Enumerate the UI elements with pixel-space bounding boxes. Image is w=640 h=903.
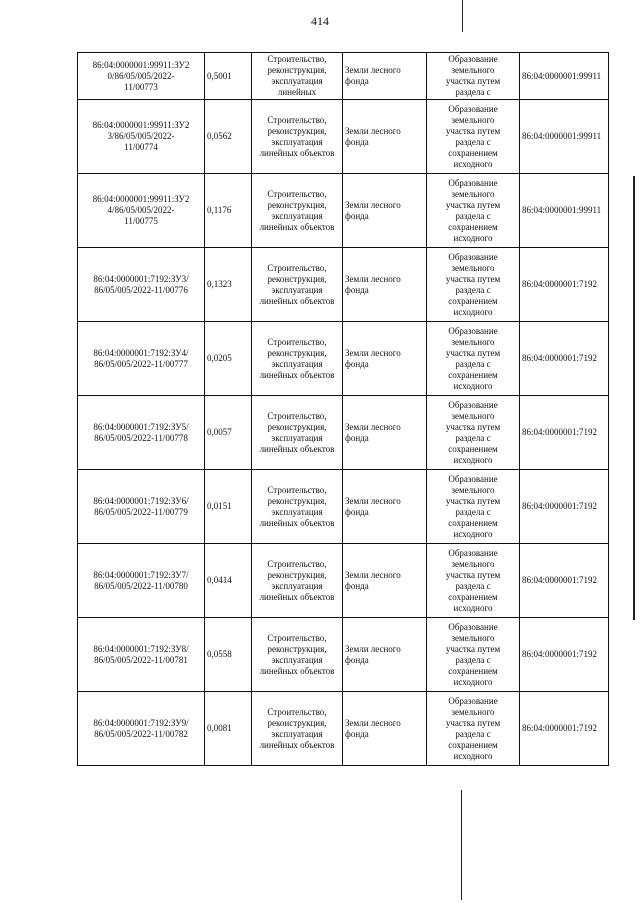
cadastral-number-cell-line: 86:04:0000001:7192:ЗУ6/ bbox=[93, 495, 189, 506]
land-category-cell: Земли лесного фонда bbox=[343, 618, 427, 692]
permitted-use-cell-line: Строительство, bbox=[267, 336, 327, 347]
permitted-use-cell-line: эксплуатация bbox=[271, 358, 323, 369]
formation-method-cell bbox=[427, 322, 520, 396]
cadastral-number-cell-line: 86/05/005/2022-11/00779 bbox=[94, 506, 188, 517]
land-category-cell: Земли лесного фонда bbox=[343, 248, 427, 322]
cadastral-number-cell bbox=[78, 618, 205, 692]
area-cell: 0,0151 bbox=[205, 470, 252, 544]
permitted-use-cell-line: реконструкция, bbox=[267, 347, 327, 358]
formation-method-cell-line: раздела с bbox=[455, 87, 491, 97]
permitted-use-cell-line: реконструкция, bbox=[267, 643, 327, 654]
area-cell: 0,5001 bbox=[205, 53, 252, 100]
formation-method-cell-line: участка путем bbox=[445, 273, 501, 284]
formation-method-cell-line: сохранением bbox=[448, 443, 498, 454]
formation-method-cell bbox=[427, 53, 520, 100]
permitted-use-cell-line: Строительство, bbox=[267, 410, 327, 421]
permitted-use-cell-line: Строительство, bbox=[267, 54, 327, 64]
permitted-use-cell bbox=[252, 692, 343, 766]
permitted-use-cell-line: реконструкция, bbox=[267, 65, 327, 75]
permitted-use-cell-line: Строительство, bbox=[267, 484, 327, 495]
permitted-use-cell-line: реконструкция, bbox=[267, 273, 327, 284]
formation-method-cell-line: земельного bbox=[451, 65, 495, 75]
land-category-cell: Земли лесного фонда bbox=[343, 396, 427, 470]
table-row bbox=[78, 470, 609, 544]
table-row bbox=[78, 396, 609, 470]
permitted-use-cell bbox=[252, 248, 343, 322]
source-plot-cell: 86:04:0000001:7192 bbox=[520, 396, 609, 470]
land-category-cell: Земли лесного фонда bbox=[343, 470, 427, 544]
formation-method-cell-line: участка путем bbox=[445, 421, 501, 432]
formation-method-cell-line: участка путем bbox=[445, 717, 501, 728]
permitted-use-cell bbox=[252, 322, 343, 396]
cadastral-number-cell-line: 86:04:0000001:7192:ЗУ9/ bbox=[93, 717, 189, 728]
cadastral-number-cell-line: 11/00773 bbox=[124, 81, 158, 92]
land-category-cell: Земли лесного фонда bbox=[343, 692, 427, 766]
formation-method-cell-line: раздела с bbox=[455, 580, 491, 591]
formation-method-cell bbox=[427, 692, 520, 766]
permitted-use-cell-line: эксплуатация bbox=[271, 728, 323, 739]
permitted-use-cell-line: эксплуатация bbox=[271, 284, 323, 295]
source-plot-cell: 86:04:0000001:7192 bbox=[520, 618, 609, 692]
permitted-use-cell-line: линейных объектов bbox=[259, 369, 335, 380]
land-plots-table bbox=[77, 52, 609, 766]
formation-method-cell-line: раздела с bbox=[455, 432, 491, 443]
cadastral-number-cell-line: 86/05/005/2022-11/00777 bbox=[94, 358, 188, 369]
cadastral-number-cell-line: 86/05/005/2022-11/00778 bbox=[94, 432, 188, 443]
formation-method-cell-line: земельного bbox=[451, 188, 495, 199]
area-cell: 0,0562 bbox=[205, 100, 252, 174]
cadastral-number-cell-line: 86:04:0000001:7192:ЗУ4/ bbox=[93, 347, 189, 358]
formation-method-cell-line: сохранением bbox=[448, 369, 498, 380]
formation-method-cell-line: сохранением bbox=[448, 147, 498, 158]
formation-method-cell bbox=[427, 544, 520, 618]
cadastral-number-cell-line: 11/00774 bbox=[124, 142, 158, 152]
permitted-use-cell-line: линейных bbox=[277, 87, 317, 97]
land-category-cell: Земли лесного фонда bbox=[343, 53, 427, 100]
cadastral-number-cell-line: 86:04:0000001:7192:ЗУ5/ bbox=[93, 421, 189, 432]
permitted-use-cell bbox=[252, 618, 343, 692]
formation-method-cell-line: Образование bbox=[448, 251, 498, 262]
cadastral-number-cell-line: 86:04:0000001:99911:ЗУ2 bbox=[92, 120, 190, 130]
area-cell: 0,0081 bbox=[205, 692, 252, 766]
formation-method-cell-line: сохранением bbox=[448, 665, 498, 676]
cadastral-number-cell bbox=[78, 53, 205, 100]
area-cell: 0,0205 bbox=[205, 322, 252, 396]
source-plot-cell: 86:04:0000001:7192 bbox=[520, 470, 609, 544]
formation-method-cell bbox=[427, 470, 520, 544]
formation-method-cell-line: земельного bbox=[451, 114, 495, 125]
permitted-use-cell-line: эксплуатация bbox=[271, 136, 323, 147]
formation-method-cell-line: раздела с bbox=[455, 358, 491, 369]
formation-method-cell-line: участка путем bbox=[445, 569, 501, 580]
table-row bbox=[78, 248, 609, 322]
source-plot-cell: 86:04:0000001:7192 bbox=[520, 544, 609, 618]
permitted-use-cell-line: линейных объектов bbox=[259, 591, 335, 602]
table-row bbox=[78, 544, 609, 618]
cadastral-number-cell bbox=[78, 544, 205, 618]
page-number: 414 bbox=[311, 14, 329, 28]
formation-method-cell bbox=[427, 618, 520, 692]
table-row bbox=[78, 692, 609, 766]
formation-method-cell bbox=[427, 248, 520, 322]
permitted-use-cell bbox=[252, 544, 343, 618]
formation-method-cell-line: сохранением bbox=[448, 517, 498, 528]
cadastral-number-cell-line: 11/00775 bbox=[124, 216, 158, 226]
table-body bbox=[78, 53, 609, 766]
permitted-use-cell-line: Строительство, bbox=[267, 114, 327, 125]
formation-method-cell-line: Образование bbox=[448, 621, 498, 632]
formation-method-cell-line: участка путем bbox=[445, 495, 501, 506]
permitted-use-cell bbox=[252, 100, 343, 174]
permitted-use-cell-line: эксплуатация bbox=[271, 76, 323, 86]
source-plot-cell: 86:04:0000001:7192 bbox=[520, 248, 609, 322]
area-cell: 0,0057 bbox=[205, 396, 252, 470]
cadastral-number-cell-line: 86:04:0000001:99911:ЗУ2 bbox=[92, 194, 190, 204]
area-cell: 0,0558 bbox=[205, 618, 252, 692]
cadastral-number-cell bbox=[78, 248, 205, 322]
formation-method-cell-line: исходного bbox=[453, 158, 493, 169]
permitted-use-cell-line: линейных объектов bbox=[259, 443, 335, 454]
formation-method-cell-line: сохранением bbox=[448, 591, 498, 602]
cadastral-number-cell-line: 86/05/005/2022-11/00781 bbox=[94, 654, 188, 665]
formation-method-cell-line: раздела с bbox=[455, 506, 491, 517]
cadastral-number-cell bbox=[78, 692, 205, 766]
permitted-use-cell bbox=[252, 174, 343, 248]
area-cell: 0,1323 bbox=[205, 248, 252, 322]
permitted-use-cell-line: реконструкция, bbox=[267, 125, 327, 136]
source-plot-cell: 86:04:0000001:99911 bbox=[520, 53, 609, 100]
formation-method-cell-line: раздела с bbox=[455, 136, 491, 147]
cadastral-number-cell bbox=[78, 322, 205, 396]
formation-method-cell-line: исходного bbox=[453, 306, 493, 317]
formation-method-cell-line: земельного bbox=[451, 410, 495, 421]
formation-method-cell bbox=[427, 100, 520, 174]
table-row bbox=[78, 174, 609, 248]
formation-method-cell-line: исходного bbox=[453, 602, 493, 613]
cadastral-number-cell bbox=[78, 100, 205, 174]
formation-method-cell-line: участка путем bbox=[445, 125, 501, 136]
formation-method-cell bbox=[427, 396, 520, 470]
cadastral-number-cell-line: 86:04:0000001:7192:ЗУ7/ bbox=[93, 569, 189, 580]
cadastral-number-cell-line: 3/86/05/005/2022- bbox=[107, 131, 175, 141]
formation-method-cell-line: Образование bbox=[448, 399, 498, 410]
cadastral-number-cell-line: 86/05/005/2022-11/00782 bbox=[94, 728, 188, 739]
scan-mark-top bbox=[462, 0, 463, 32]
source-plot-cell: 86:04:0000001:99911 bbox=[520, 174, 609, 248]
scan-mark-bottom bbox=[461, 790, 462, 900]
permitted-use-cell-line: эксплуатация bbox=[271, 506, 323, 517]
formation-method-cell-line: раздела с bbox=[455, 728, 491, 739]
source-plot-cell: 86:04:0000001:99911 bbox=[520, 100, 609, 174]
permitted-use-cell-line: Строительство, bbox=[267, 558, 327, 569]
formation-method-cell-line: раздела с bbox=[455, 284, 491, 295]
formation-method-cell-line: участка путем bbox=[445, 347, 501, 358]
permitted-use-cell bbox=[252, 53, 343, 100]
formation-method-cell-line: земельного bbox=[451, 706, 495, 717]
permitted-use-cell-line: эксплуатация bbox=[271, 210, 323, 221]
permitted-use-cell-line: эксплуатация bbox=[271, 580, 323, 591]
permitted-use-cell-line: линейных объектов bbox=[259, 221, 335, 232]
table-row bbox=[78, 618, 609, 692]
formation-method-cell-line: участка путем bbox=[445, 199, 501, 210]
table-row bbox=[78, 100, 609, 174]
formation-method-cell-line: земельного bbox=[451, 632, 495, 643]
permitted-use-cell-line: Строительство, bbox=[267, 188, 327, 199]
permitted-use-cell-line: реконструкция, bbox=[267, 717, 327, 728]
permitted-use-cell-line: Строительство, bbox=[267, 706, 327, 717]
cadastral-number-cell-line: 4/86/05/005/2022- bbox=[107, 205, 175, 215]
formation-method-cell-line: земельного bbox=[451, 262, 495, 273]
area-cell: 0,0414 bbox=[205, 544, 252, 618]
cadastral-number-cell-line: 86/05/005/2022-11/00780 bbox=[94, 580, 188, 591]
land-category-cell: Земли лесного фонда bbox=[343, 174, 427, 248]
permitted-use-cell-line: линейных объектов bbox=[259, 665, 335, 676]
formation-method-cell-line: сохранением bbox=[448, 295, 498, 306]
formation-method-cell-line: Образование bbox=[448, 177, 498, 188]
formation-method-cell-line: раздела с bbox=[455, 654, 491, 665]
formation-method-cell-line: земельного bbox=[451, 336, 495, 347]
formation-method-cell-line: исходного bbox=[453, 750, 493, 761]
permitted-use-cell bbox=[252, 470, 343, 544]
area-cell: 0,1176 bbox=[205, 174, 252, 248]
formation-method-cell-line: участка путем bbox=[445, 76, 501, 86]
cadastral-number-cell bbox=[78, 174, 205, 248]
formation-method-cell-line: Образование bbox=[448, 54, 498, 64]
permitted-use-cell-line: линейных объектов bbox=[259, 147, 335, 158]
land-category-cell: Земли лесного фонда bbox=[343, 100, 427, 174]
formation-method-cell-line: исходного bbox=[453, 676, 493, 687]
permitted-use-cell-line: реконструкция, bbox=[267, 569, 327, 580]
formation-method-cell-line: исходного bbox=[453, 380, 493, 391]
formation-method-cell-line: Образование bbox=[448, 547, 498, 558]
formation-method-cell-line: земельного bbox=[451, 558, 495, 569]
formation-method-cell bbox=[427, 174, 520, 248]
formation-method-cell-line: Образование bbox=[448, 473, 498, 484]
source-plot-cell: 86:04:0000001:7192 bbox=[520, 322, 609, 396]
permitted-use-cell-line: эксплуатация bbox=[271, 654, 323, 665]
cadastral-number-cell bbox=[78, 470, 205, 544]
source-plot-cell: 86:04:0000001:7192 bbox=[520, 692, 609, 766]
formation-method-cell-line: исходного bbox=[453, 528, 493, 539]
formation-method-cell-line: Образование bbox=[448, 103, 498, 114]
formation-method-cell-line: исходного bbox=[453, 454, 493, 465]
cadastral-number-cell-line: 86:04:0000001:7192:ЗУ3/ bbox=[93, 273, 189, 284]
land-category-cell: Земли лесного фонда bbox=[343, 322, 427, 396]
formation-method-cell-line: участка путем bbox=[445, 643, 501, 654]
permitted-use-cell-line: реконструкция, bbox=[267, 421, 327, 432]
permitted-use-cell bbox=[252, 396, 343, 470]
formation-method-cell-line: сохранением bbox=[448, 221, 498, 232]
cadastral-number-cell-line: 86:04:0000001:99911:ЗУ2 bbox=[92, 59, 190, 70]
permitted-use-cell-line: реконструкция, bbox=[267, 495, 327, 506]
permitted-use-cell-line: Строительство, bbox=[267, 632, 327, 643]
permitted-use-cell-line: эксплуатация bbox=[271, 432, 323, 443]
cadastral-number-cell-line: 86/05/005/2022-11/00776 bbox=[94, 284, 188, 295]
permitted-use-cell-line: Строительство, bbox=[267, 262, 327, 273]
cadastral-number-cell-line: 86:04:0000001:7192:ЗУ8/ bbox=[93, 643, 189, 654]
table-row bbox=[78, 53, 609, 100]
permitted-use-cell-line: линейных объектов bbox=[259, 517, 335, 528]
permitted-use-cell-line: линейных объектов bbox=[259, 739, 335, 750]
formation-method-cell-line: Образование bbox=[448, 325, 498, 336]
formation-method-cell-line: раздела с bbox=[455, 210, 491, 221]
formation-method-cell-line: сохранением bbox=[448, 739, 498, 750]
land-category-cell: Земли лесного фонда bbox=[343, 544, 427, 618]
table-row bbox=[78, 322, 609, 396]
permitted-use-cell-line: линейных объектов bbox=[259, 295, 335, 306]
formation-method-cell-line: Образование bbox=[448, 695, 498, 706]
scan-mark-right bbox=[633, 176, 635, 620]
formation-method-cell-line: земельного bbox=[451, 484, 495, 495]
permitted-use-cell-line: реконструкция, bbox=[267, 199, 327, 210]
cadastral-number-cell-line: 0/86/05/005/2022- bbox=[107, 70, 175, 81]
formation-method-cell-line: исходного bbox=[453, 232, 493, 243]
cadastral-number-cell bbox=[78, 396, 205, 470]
